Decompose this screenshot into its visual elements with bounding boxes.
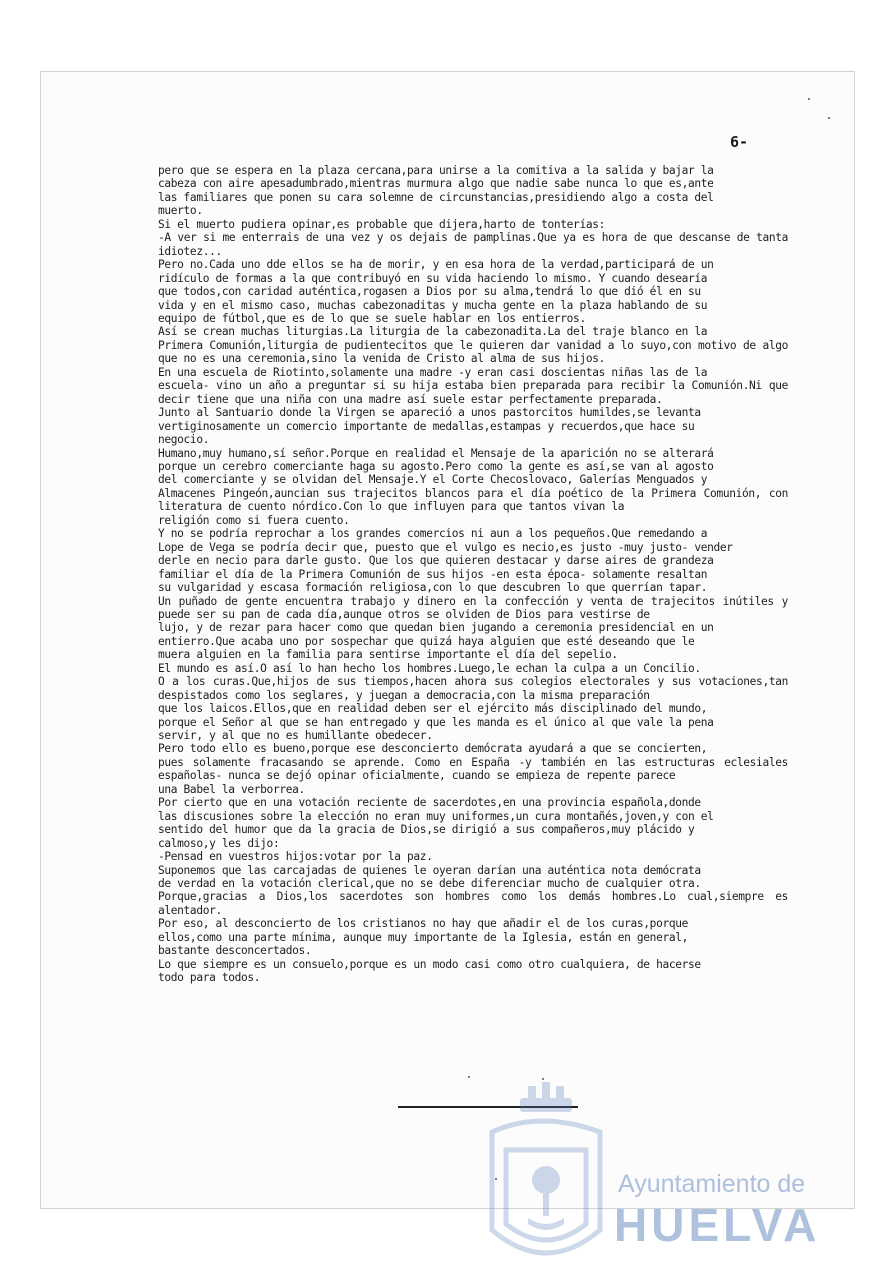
text-line: entierro.Que acaba uno por sospechar que quizá haya alguien que esté deseando que le — [158, 634, 695, 648]
text-line: familiar el día de la Primera Comunión de sus hijos -en esta época- solamente resaltan — [158, 567, 708, 581]
text-line: Junto al Santuario donde la Virgen se apareció a unos pastorcitos humildes,se levanta — [158, 406, 701, 420]
text-line: Pero todo ello es bueno,porque ese desconcierto demócrata ayudará a que se concierten, — [158, 742, 708, 756]
text-line: Así se crean muchas liturgias.La liturgia de la cabezonadita.La del traje blanco en la — [158, 325, 708, 339]
watermark-line1: Ayuntamiento de — [618, 1170, 806, 1198]
text-line: bastante desconcertados. — [158, 944, 312, 958]
text-line: En una escuela de Riotinto,solamente una madre -y eran casi doscientas niñas las de la — [158, 365, 708, 379]
text-line: Suponemos que las carcajadas de quienes le oyeran darían una auténtica nota demócrata — [158, 863, 701, 877]
text-line: sentido del humor que da la gracia de Dios,se dirigió a sus compañeros,muy plácido y — [158, 823, 695, 837]
text-line: porque el Señor al que se han entregado y que les manda es el único al que vale la pena — [158, 715, 714, 729]
text-line: negocio. — [158, 433, 210, 447]
text-line: su vulgaridad y escasa formación religiosa,con lo que descubren lo que querrían tapar. — [158, 581, 708, 595]
text-line: religión como si fuera cuento. — [158, 513, 350, 527]
text-line: escuela- vino un año a preguntar si su hija estaba bien preparada para recibir la Comunión.Ni que decir tiene que una niña con una madre así suele estar perfectamente preparada. — [158, 379, 788, 406]
watermark-line2: HUELVA — [614, 1199, 821, 1251]
text-line: Y no se podría reprochar a los grandes comercios ni aun a los pequeños.Que remedando a — [158, 527, 708, 541]
text-line: Humano,muy humano,sí señor.Porque en realidad el Mensaje de la aparición no se alterará — [158, 446, 714, 460]
text-line: equipo de fútbol,que es de lo que se suele hablar en los entierros. — [158, 311, 586, 325]
text-line: O a los curas.Que,hijos de sus tiempos,hacen ahora sus colegios electorales y sus votaciones,tan despistados como los seglares, y juegan a democracia,con la misma preparación — [158, 675, 788, 702]
text-line: pero que se espera en la plaza cercana,para unirse a la comitiva a la salida y bajar la — [158, 164, 714, 177]
text-line: Un puñado de gente encuentra trabajo y dinero en la confección y venta de trajecitos inútiles y puede ser su pan de cada día,aunque otros se olviden de Dios para vestirse de — [158, 594, 788, 621]
text-line: pues solamente fracasando se aprende. Como en España -y también en las estructuras eclesiales españolas- nunca se dejó opinar oficialmente, cuando se empieza de repente parece — [158, 755, 788, 783]
text-line: las familiares que ponen su cara solemne de circunstancias,presidiendo algo a costa del — [158, 190, 714, 204]
text-line: lujo, y de rezar para hacer como que quedan bien jugando a ceremonia presidencial en un — [158, 621, 714, 635]
text-line: -Pensad en vuestros hijos:votar por la paz. — [158, 850, 433, 864]
text-line: Pero no.Cada uno dde ellos se ha de morir, y en esa hora de la verdad,participará de un — [158, 258, 714, 272]
text-line: Lope de Vega se podría decir que, puesto que el vulgo es necio,es justo -muy justo- vender — [158, 540, 733, 554]
text-line: todo para todos. — [158, 971, 261, 985]
text-line: vida y en el mismo caso, muchas cabezonaditas y mucha gente en la plaza hablando de su — [158, 298, 708, 312]
text-line: servir, y al que no es humillante obedecer. — [158, 729, 433, 743]
text-line: vertiginosamente un comercio importante de medallas,estampas y recuerdos,que hace su — [158, 419, 695, 433]
text-line: Primera Comunión,liturgia de pudientecitos que le quieren dar vanidad a lo suyo,con motivo de algo que no es una ceremonia,sino la venida de Cristo al alma de sus hijos. — [158, 338, 788, 366]
page-number: 6- — [730, 133, 749, 151]
text-line: Por eso, al desconcierto de los cristianos no hay que añadir el de los curas,porque — [158, 917, 688, 931]
text-line: El mundo es así.O así lo han hecho los hombres.Luego,le echan la culpa a un Concilio. — [158, 661, 701, 675]
text-line: ellos,como una parte mínima, aunque muy importante de la Iglesia, están en general, — [158, 930, 688, 944]
document-body — [158, 164, 788, 985]
text-line: que los laicos.Ellos,que en realidad deben ser el ejército más disciplinado del mundo, — [158, 702, 708, 716]
scan-speck — [828, 117, 830, 119]
scan-speck — [468, 1076, 470, 1078]
text-line: muera alguien en la familia para sentirse importante el día del sepelio. — [158, 648, 618, 662]
text-line: muerto. — [158, 204, 203, 218]
text-line: Almacenes Pingeón,auncian sus trajecitos blancos para el día poético de la Primera Comunión, con literatura de cuento nórdico.Con lo que influyen para que tantos vivan la — [158, 486, 788, 514]
text-line: del comerciante y se olvidan del Mensaje.Y el Corte Checoslovaco, Galerías Menguados y — [158, 473, 708, 487]
text-line: ridículo de formas a la que contribuyó en su vida haciendo lo mismo. Y cuando desearía — [158, 271, 708, 285]
text-line: cabeza con aire apesadumbrado,mientras murmura algo que nadie sabe nunca lo que es,ante — [158, 177, 714, 191]
text-line: que todos,con caridad auténtica,rogasen a Dios por su alma,tendrá lo que dió él en su — [158, 285, 701, 299]
text-line: Lo que siempre es un consuelo,porque es un modo casi como otro cualquiera, de hacerse — [158, 957, 701, 971]
text-line: calmoso,y les dijo: — [158, 836, 280, 850]
text-line: derle en necio para darle gusto. Que los que quieren destacar y darse aires de grandeza — [158, 554, 714, 568]
text-line: una Babel la verborrea. — [158, 782, 305, 796]
text-line: de verdad en la votación clerical,que no se debe diferenciar mucho de cualquier otra. — [158, 877, 701, 891]
text-line: Porque,gracias a Dios,los sacerdotes son hombres como los demás hombres.Lo cual,siempre es alentador. — [158, 890, 788, 917]
text-line: porque un cerebro comerciante haga su agosto.Pero como la gente es así,se van al agosto — [158, 459, 714, 473]
text-line: Si el muerto pudiera opinar,es probable que dijera,harto de tonterías: — [158, 217, 605, 231]
scan-speck — [808, 98, 810, 100]
text-line: Por cierto que en una votación reciente de sacerdotes,en una provincia española,donde — [158, 796, 701, 810]
text-line: -A ver si me enterrais de una vez y os dejais de pamplinas.Que ya es hora de que descanse de tanta idiotez... — [158, 231, 788, 258]
text-line: las discusiones sobre la elección no eran muy uniformes,un cura montañés,joven,y con el — [158, 809, 714, 823]
